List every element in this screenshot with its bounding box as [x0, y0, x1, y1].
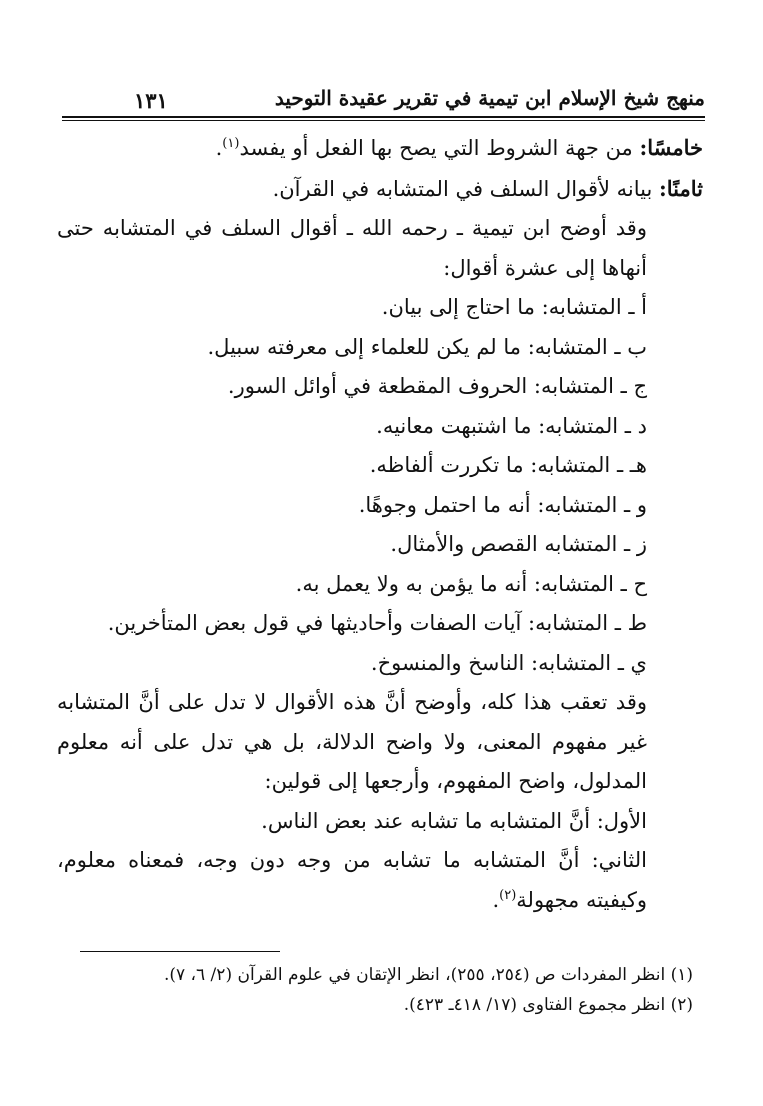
running-header — [80, 86, 705, 126]
paragraph-eighth — [57, 169, 703, 210]
footnote-ref-2[interactable]: (٢) — [499, 887, 517, 903]
footnote-ref-1[interactable]: (١) — [222, 136, 240, 151]
footnote-separator — [80, 951, 280, 952]
list-item: ج ـ المتشابه: الحروف المقطعة في أوائل السور. — [227, 374, 647, 398]
paragraph-critique: وقد تعقب هذا كله، وأوضح أنَّ هذه الأقوال لا تدل على أنَّ المتشابه غير مفهوم المعنى، ولا واضح الدلالة، بل هي تدل على أنه معلوم المدلول، واضح المفهوم، وأرجعها إلى قولين: — [57, 690, 647, 793]
paragraph-label: خامسًا: — [639, 135, 703, 160]
footnote-1: (١) انظر المفردات ص (٢٥٤، ٢٥٥)، انظر الإتقان في علوم القرآن (٢/ ٦، ٧). — [163, 965, 693, 985]
list-item: ب ـ المتشابه: ما لم يكن للعلماء إلى معرفته سبيل. — [207, 334, 647, 359]
paragraph-text: من جهة الشروط التي يصح بها الفعل أو يفسد — [239, 136, 640, 160]
footnotes — [73, 960, 693, 1020]
header-title: منهج شيخ الإسلام ابن تيمية في تقرير عقيدة التوحيد — [274, 86, 705, 110]
footnote-2: (٢) انظر مجموع الفتاوى (١٧/ ٤١٨ـ ٤٢٣). — [403, 995, 693, 1015]
punctuation: . — [492, 887, 500, 912]
header-rule-short — [62, 116, 232, 121]
list-item: أ ـ المتشابه: ما احتاج إلى بيان. — [381, 295, 647, 319]
list-item: ط ـ المتشابه: آيات الصفات وأحاديثها في قول بعض المتأخرين. — [107, 611, 647, 635]
paragraph-fifth — [57, 128, 703, 169]
page-number: ١٣١ — [134, 88, 168, 113]
paragraph-first-saying: الأول: أنَّ المتشابه ما تشابه عند بعض الناس. — [261, 808, 647, 833]
list-item: ز ـ المتشابه القصص والأمثال. — [390, 532, 647, 556]
list-item: و ـ المتشابه: أنه ما احتمل وجوهًا. — [358, 492, 647, 517]
paragraph-second-saying — [57, 841, 703, 920]
sayings-list — [57, 288, 703, 683]
list-item: ي ـ المتشابه: الناسخ والمنسوخ. — [370, 650, 647, 675]
list-item: ح ـ المتشابه: أنه ما يؤمن به ولا يعمل به. — [295, 571, 647, 596]
paragraph-intro: وقد أوضح ابن تيمية ـ رحمه الله ـ أقوال السلف في المتشابه حتى أنهاها إلى عشرة أقوال: — [57, 216, 647, 280]
paragraph-label: ثامنًا: — [659, 175, 703, 201]
punctuation: . — [215, 136, 223, 160]
paragraph-text: بيانه لأقوال السلف في المتشابه في القرآن. — [272, 176, 660, 201]
list-item: د ـ المتشابه: ما اشتبهت معانيه. — [376, 413, 647, 438]
list-item: هـ ـ المتشابه: ما تكررت ألفاظه. — [369, 453, 647, 477]
main-text — [57, 128, 703, 920]
header-rule — [227, 116, 705, 121]
paragraph-text: الثاني: أنَّ المتشابه ما تشابه من وجه دون وجه، فمعناه معلوم، وكيفيته مجهولة — [57, 848, 647, 912]
